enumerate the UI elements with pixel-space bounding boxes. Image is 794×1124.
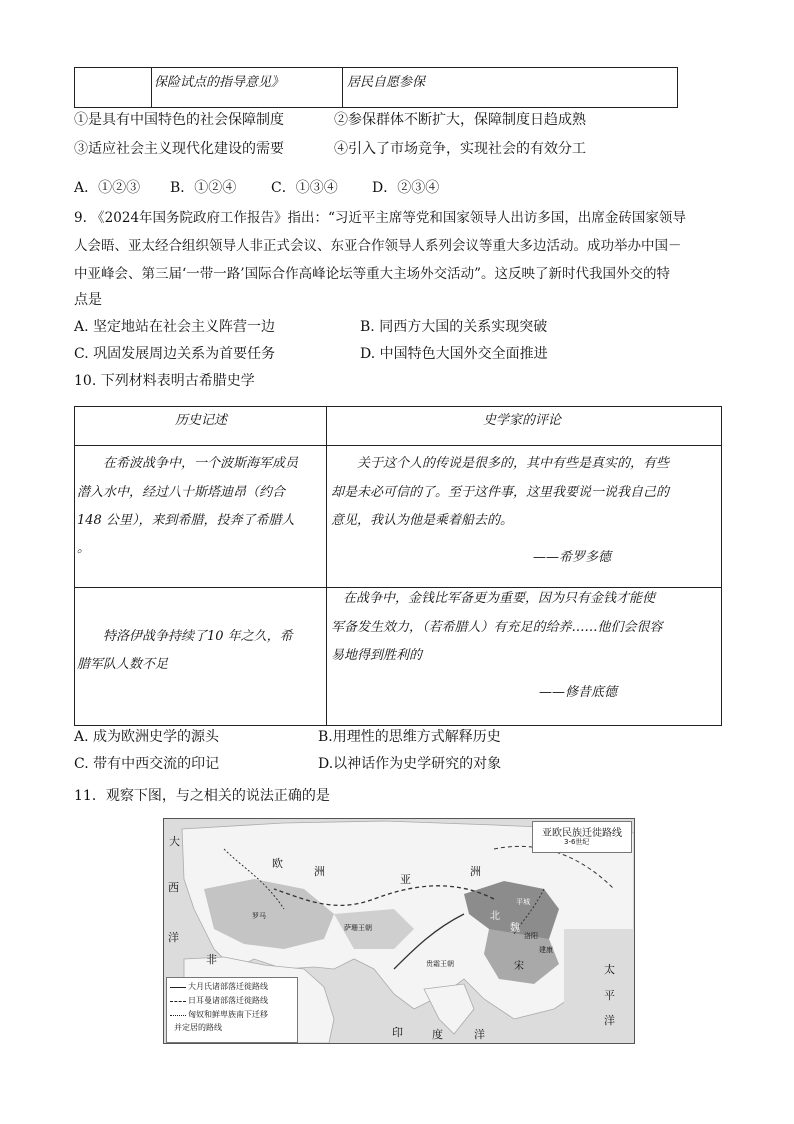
label-indian-1: 印 bbox=[392, 1026, 403, 1039]
q10-r1-right-2: 却是未必可信的了。至于这件事，这里我要说一说我自己的 bbox=[331, 485, 670, 500]
q10-r2-right-3: 易地得到胜利的 bbox=[331, 648, 423, 663]
q10-r2-right-1: 在战争中，金钱比军备更为重要，因为只有金钱才能使 bbox=[343, 591, 656, 606]
top-table-fragment bbox=[74, 67, 678, 108]
label-asia-1: 亚 bbox=[400, 873, 411, 886]
q9-line-2: 人会晤、亚太经合组织领导人非正式会议、东亚合作领导人系列会议等重大多边活动。成功举办中国－ bbox=[74, 238, 682, 254]
q11-stem: 11．观察下图，与之相关的说法正确的是 bbox=[74, 788, 330, 804]
label-luoyang: 洛阳 bbox=[524, 932, 538, 940]
legend-label-2: 日耳曼诸部落迁徙路线 bbox=[188, 996, 268, 1005]
legend-label-3a: 匈奴和鲜卑族南下迁移 bbox=[188, 1010, 268, 1019]
q9-line-3: 中亚峰会、第三届‘一带一路’国际合作高峰论坛等重大主场外交活动”。这反映了新时代我国外交的特 bbox=[74, 266, 670, 282]
q9-line-4: 点是 bbox=[74, 292, 102, 308]
q9-option-c: C. 巩固发展周边关系为首要任务 bbox=[74, 346, 276, 362]
label-atlantic-3: 洋 bbox=[168, 931, 179, 944]
q10-r1-right-3: 意见，我认为他是乘着船去的。 bbox=[331, 513, 514, 528]
q10-head-left: 历史记述 bbox=[175, 413, 228, 428]
q10-option-a: A. 成为欧洲史学的源头 bbox=[74, 729, 220, 745]
map-subtitle: 3-6世纪 bbox=[564, 838, 590, 846]
q10-r2-left-2: 腊军队人数不足 bbox=[77, 657, 169, 672]
legend-line-1 bbox=[170, 987, 186, 988]
top-table-cell-1 bbox=[75, 68, 152, 108]
q9-option-a: A. 坚定地站在社会主义阵营一边 bbox=[74, 319, 276, 335]
q10-r1-right-1: 关于这个人的传说是很多的，其中有些是真实的，有些 bbox=[357, 456, 670, 471]
q9-option-d: D. 中国特色大国外交全面推进 bbox=[360, 346, 548, 362]
label-africa: 非 bbox=[206, 953, 217, 966]
q10-option-d: D.以神话作为史学研究的对象 bbox=[318, 756, 502, 772]
label-jiankang: 建康 bbox=[539, 946, 553, 954]
q10-r2-right-4: ——修昔底德 bbox=[539, 685, 618, 700]
label-rome: 罗马 bbox=[252, 912, 266, 920]
top-table-cell-3: 居民自愿参保 bbox=[343, 68, 678, 108]
q10-r1-right-4: ——希罗多德 bbox=[533, 550, 612, 565]
q10-stem: 10. 下列材料表明古希腊史学 bbox=[74, 373, 255, 389]
q9-option-b: B. 同西方大国的关系实现突破 bbox=[360, 319, 548, 335]
q10-r1-left-3: 148 公里），来到希腊，投奔了希腊人 bbox=[77, 513, 295, 528]
label-pacific-1: 太 bbox=[604, 963, 615, 976]
label-atlantic-1: 大 bbox=[169, 835, 180, 848]
label-europe-2: 洲 bbox=[314, 865, 325, 878]
label-pacific-2: 平 bbox=[604, 989, 615, 1002]
legend-line-2 bbox=[170, 1001, 186, 1002]
q10-option-c: C. 带有中西交流的印记 bbox=[74, 756, 220, 772]
q8-option-c: C．①③④ bbox=[271, 180, 338, 196]
label-northern-wei-2: 魏 bbox=[510, 923, 520, 934]
q10-r1-left-4: 。 bbox=[77, 541, 91, 556]
q8-statement-3: ③适应社会主义现代化建设的需要 bbox=[74, 141, 284, 157]
q8-option-b: B．①②④ bbox=[170, 180, 237, 196]
label-sassanid: 萨珊王朝 bbox=[344, 924, 372, 932]
label-asia-2: 洲 bbox=[470, 865, 481, 878]
migration-map bbox=[163, 818, 635, 1044]
q8-statement-1: ①是具有中国特色的社会保障制度 bbox=[74, 112, 284, 128]
label-europe-1: 欧 bbox=[272, 857, 283, 870]
label-indian-3: 洋 bbox=[474, 1028, 485, 1041]
label-kushan: 贵霜王朝 bbox=[426, 960, 454, 968]
q10-table bbox=[74, 406, 722, 726]
q10-table-vdivider bbox=[326, 407, 327, 725]
legend-label-1: 大月氏诸部落迁徙路线 bbox=[188, 982, 268, 991]
label-indian-2: 度 bbox=[432, 1028, 443, 1041]
q10-table-hdivider-1 bbox=[75, 445, 721, 446]
q8-option-a: A．①②③ bbox=[74, 180, 141, 196]
label-pacific-3: 洋 bbox=[604, 1014, 615, 1027]
q10-option-b: B.用理性的思维方式解释历史 bbox=[318, 729, 501, 745]
q9-line-1: 9. 《2024年国务院政府工作报告》指出：“习近平主席等党和国家领导人出访多国，出席金砖国家领导 bbox=[74, 210, 686, 226]
label-atlantic-2: 西 bbox=[168, 881, 179, 894]
q10-r2-right-2: 军备发生效力，（若希腊人）有充足的给养……他们会很容 bbox=[331, 620, 663, 635]
legend-label-3b: 并定居的路线 bbox=[174, 1023, 222, 1032]
label-song: 宋 bbox=[514, 961, 524, 972]
top-table-cell-2: 保险试点的指导意见》 bbox=[152, 68, 343, 108]
legend-line-3 bbox=[170, 1015, 186, 1016]
map-title: 亚欧民族迁徙路线 bbox=[542, 828, 622, 839]
label-northern-wei-1: 北 bbox=[490, 911, 500, 922]
q8-statement-2: ②参保群体不断扩大，保障制度日趋成熟 bbox=[334, 112, 586, 128]
q10-r1-left-1: 在希波战争中，一个波斯海军成员 bbox=[103, 456, 299, 471]
q8-statement-4: ④引入了市场竞争，实现社会的有效分工 bbox=[334, 141, 586, 157]
q10-head-right: 史学家的评论 bbox=[483, 413, 562, 428]
q10-r1-left-2: 潜入水中，经过八十斯塔迪昂（约合 bbox=[77, 485, 286, 500]
q8-option-d: D．②③④ bbox=[372, 180, 440, 196]
label-pingcheng: 平城 bbox=[516, 898, 530, 906]
q10-r2-left-1: 特洛伊战争持续了10 年之久，希 bbox=[103, 629, 293, 644]
